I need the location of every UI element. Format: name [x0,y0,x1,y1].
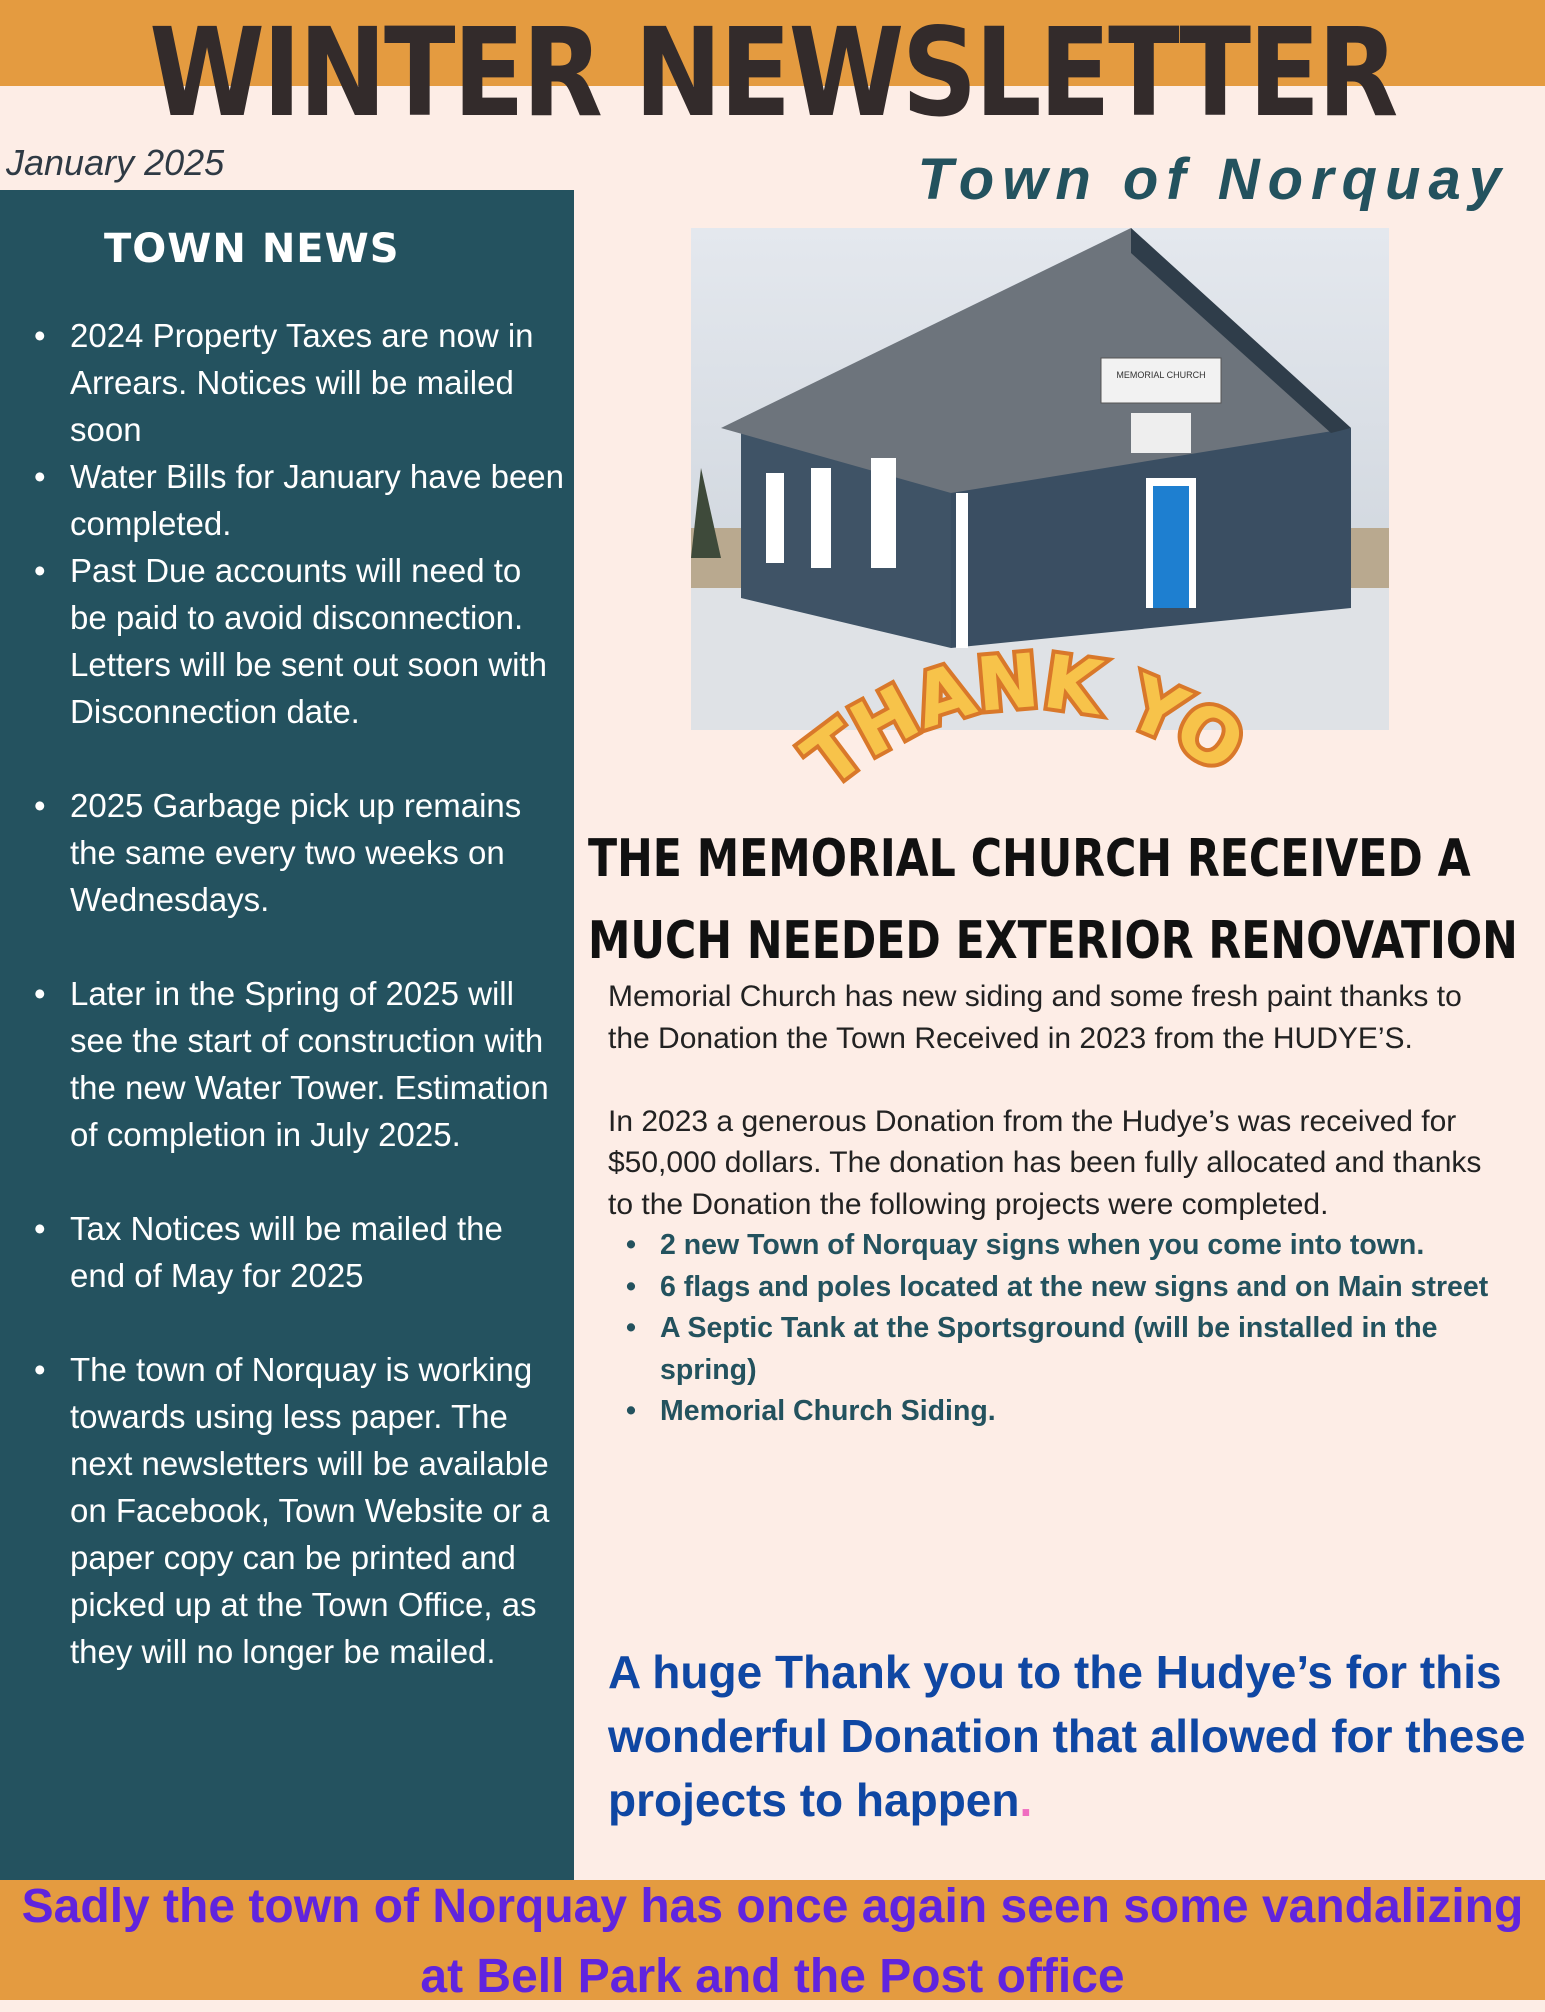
projects-list [624,1225,1508,1433]
town-name: Town of Norquay [917,147,1509,212]
list-item: • Memorial Church Siding. [624,1391,1508,1433]
paragraph: In 2023 a generous Donation from the Hudye’s was received for $50,000 dollars. The donation has been fully allocated and thanks to the Donation the following projects were completed. [608,1104,1482,1221]
list-item: • A Septic Tank at the Sportsground (will be installed in the spring) [624,1308,1508,1391]
church-sign: MEMORIAL CHURCH [1116,370,1206,380]
town-news-list [30,312,565,1675]
article-body [608,976,1508,1433]
headline-line: MUCH NEEDED EXTERIOR RENOVATION [588,911,1518,971]
list-item: • 2024 Property Taxes are now in Arrears. Notices will be mailed soon [30,312,565,453]
paragraph: Memorial Church has new siding and some fresh paint thanks to the Donation the Town Received in 2023 from the HUDYE’S. [608,980,1462,1055]
list-item: • Tax Notices will be mailed the end of May for 2025 [30,1205,565,1299]
list-item: • Water Bills for January have been completed. [30,453,565,547]
list-item: • Later in the Spring of 2025 will see the start of construction with the new Water Tower. Estimation of completion in July 2025. [30,970,565,1158]
thank-you-period: . [1019,1774,1033,1826]
newsletter-title: WINTER NEWSLETTER [149,2,1396,144]
headline-line: THE MEMORIAL CHURCH RECEIVED A [588,829,1471,889]
list-item: • 2 new Town of Norquay signs when you come into town. [624,1225,1508,1267]
thank-you-text: A huge Thank you to the Hudye’s for this wonderful Donation that allowed for these projects to happen [608,1646,1526,1826]
footer-text: Sadly the town of Norquay has once again seen some vandalizing at Bell Park and the Post office [21,1880,1524,2003]
thank-you-badge [790,640,1290,820]
town-news-heading: TOWN NEWS [104,226,400,272]
town-news-panel [0,190,574,1882]
list-item: • The town of Norquay is working towards using less paper. The next newsletters will be available on Facebook, Town Website or a paper copy can be printed and picked up at the Town Office, as they will no longer be mailed. [30,1346,565,1675]
list-item: • 6 flags and poles located at the new signs and on Main street [624,1267,1508,1309]
list-item: • Past Due accounts will need to be paid to avoid disconnection. Letters will be sent out soon with Disconnection date. [30,547,565,735]
svg-text:THANK YOU: THANK YO [790,640,1259,804]
list-item: • 2025 Garbage pick up remains the same every two weeks on Wednesdays. [30,782,565,923]
article-headline [588,818,1518,982]
issue-date: January 2025 [6,142,225,183]
thank-you-message [608,1640,1528,1832]
